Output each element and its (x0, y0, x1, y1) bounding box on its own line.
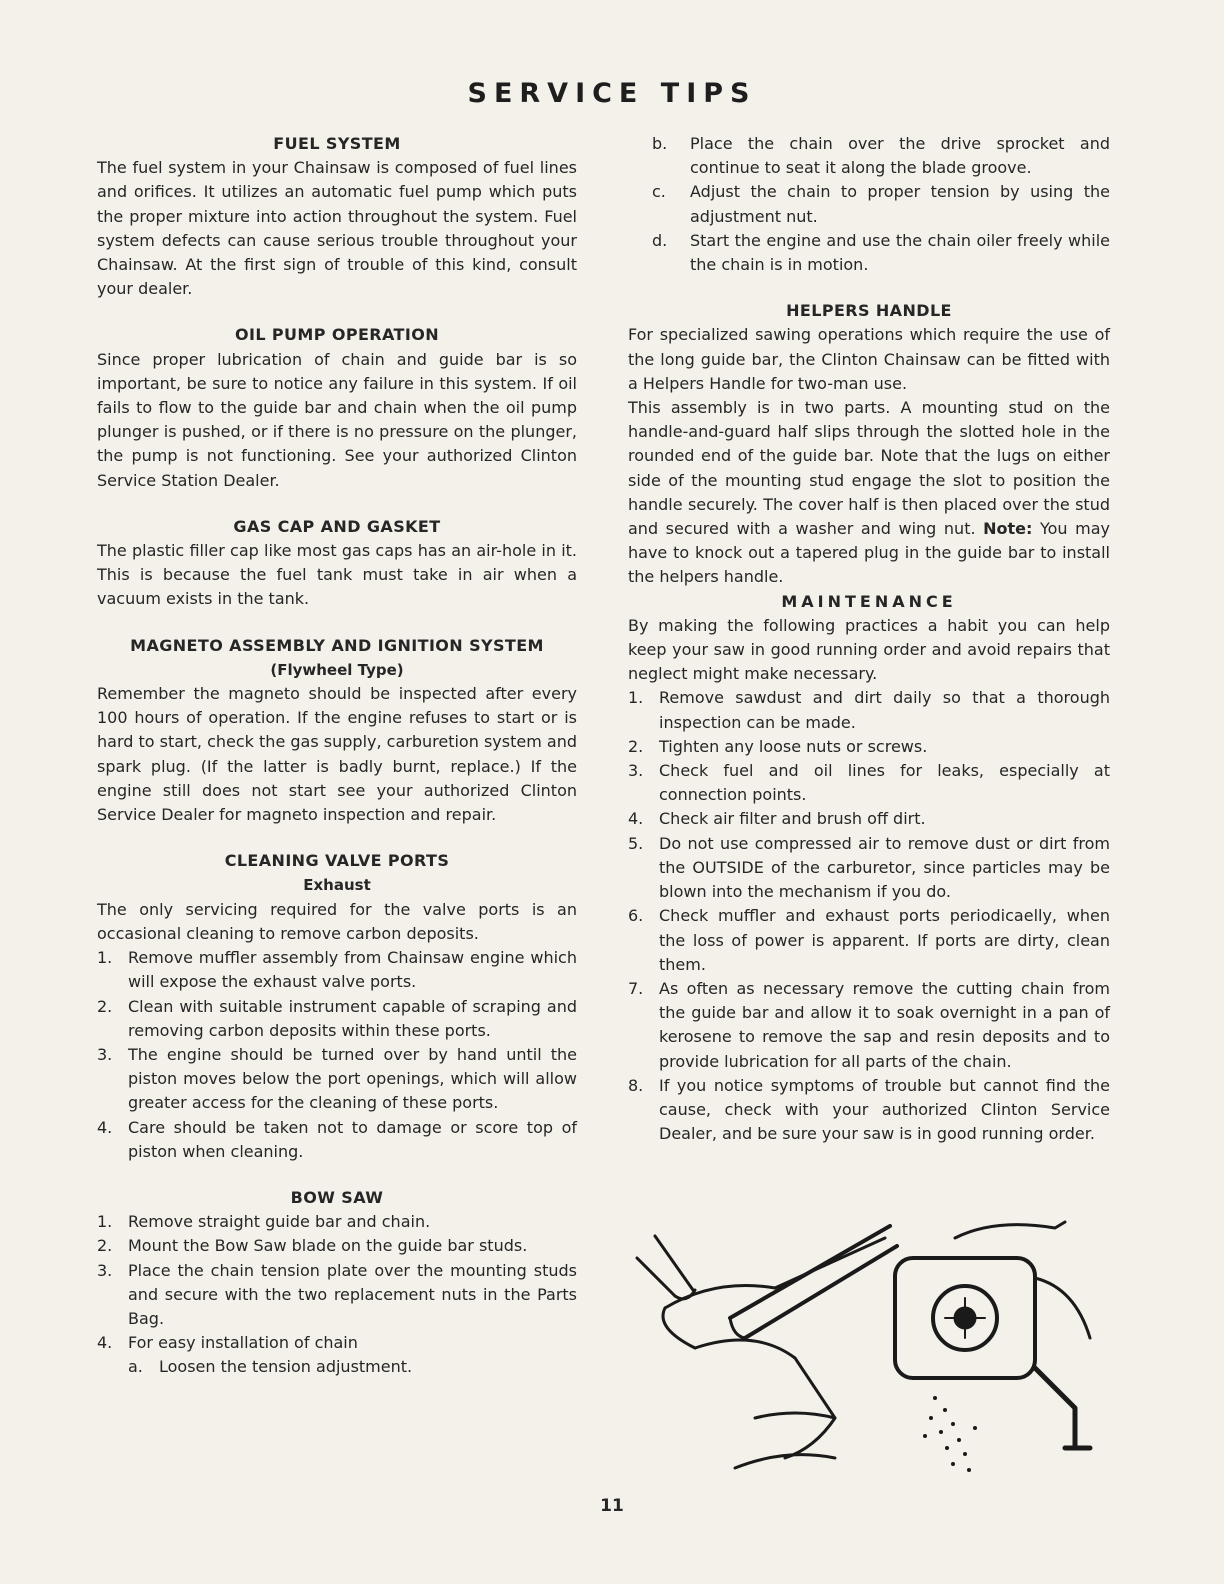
bow-saw-list (97, 1210, 577, 1379)
right-column (628, 132, 1110, 1146)
valve-ports-list (97, 946, 577, 1164)
bow-saw-heading: BOW SAW (290, 1187, 384, 1207)
list-item: 1. Remove sawdust and dirt daily so that a thorough inspection can be made. (628, 688, 1110, 732)
gas-cap-body: The plastic filler cap like most gas caps has an air-hole in it. This is because the fuel tank must take in air when a vacuum exists in the tank. (97, 541, 577, 609)
oil-pump-body: Since proper lubrication of chain and guide bar is so important, be sure to notice any failure in this system. If oil fails to flow to the guide bar and chain when the oil pump plunger is pushed, or if there is no pressure on the plunger, the pump is not functioning. See your authorized Clinton Service Station Dealer. (97, 349, 577, 490)
list-item: 6. Check muffler and exhaust ports periodicaelly, when the loss of power is apparent. If ports are dirty, clean them. (628, 906, 1110, 974)
page-title: SERVICE TIPS (467, 78, 757, 109)
list-item: d. Start the engine and use the chain oiler freely while the chain is in motion. (652, 230, 1110, 275)
magneto-heading: MAGNETO ASSEMBLY AND IGNITION SYSTEM (130, 635, 544, 655)
list-item: 4. For easy installation of chain (97, 1333, 358, 1353)
maintenance-heading: MAINTENANCE (781, 591, 957, 611)
list-item: 3. Place the chain tension plate over the mounting studs and secure with the two replacement nuts in the Parts Bag. (97, 1260, 577, 1328)
valve-ports-intro: The only servicing required for the valve ports is an occasional cleaning to remove carbon deposits. (97, 899, 577, 943)
list-item: 5. Do not use compressed air to remove dust or dirt from the OUTSIDE of the carburetor, since particles may be blown into the mechanism if you do. (628, 833, 1110, 902)
valve-ports-subheading: Exhaust (303, 876, 371, 895)
fuel-system-body: The fuel system in your Chainsaw is composed of fuel lines and orifices. It utilizes an automatic fuel pump which puts the proper mixture into action throughout the system. Fuel system defects can cause serious trouble throughout your Chainsaw. At the first sign of trouble of this kind, consult your dealer. (97, 158, 577, 299)
list-item: 2. Mount the Bow Saw blade on the guide bar studs. (97, 1236, 528, 1256)
list-item: 4. Care should be taken not to damage or score top of piston when cleaning. (97, 1117, 577, 1161)
list-item: b. Place the chain over the drive sprocket and continue to seat it along the blade groove. (652, 134, 1110, 178)
log-outline (695, 1340, 835, 1458)
note-label: Note: (983, 519, 1033, 539)
valve-ports-heading: CLEANING VALVE PORTS (224, 851, 450, 871)
page-number: 11 (600, 1496, 624, 1516)
left-column (97, 132, 577, 1380)
magneto-body: Remember the magneto should be inspected after every 100 hours of operation. If the engine refuses to start or is hard to start, check the gas supply, carburetion system and spark plug. (If the latter is badly burnt, replace.) If the engine still does not start see your authorized Clinton Service Dealer for magneto inspection and repair. (97, 684, 577, 825)
list-item: 2. Clean with suitable instrument capable of scraping and removing carbon deposits within these ports. (97, 996, 577, 1040)
top-handle (955, 1222, 1065, 1238)
guide-bar (730, 1226, 890, 1318)
list-item: 1. Remove muffler assembly from Chainsaw engine which will expose the exhaust valve ports. (97, 948, 577, 992)
helpers-handle-p1: For specialized sawing operations which require the use of the long guide bar, the Clinton Chainsaw can be fitted with a Helpers Handle for two-man use. (628, 325, 1110, 393)
helpers-handle-heading: HELPERS HANDLE (786, 301, 952, 321)
list-item: 7. As often as necessary remove the cutting chain from the guide bar and allow it to soak overnight in a pan of kerosene to remove the sap and resin deposits and to provide lubrication for all parts of the chain. (628, 978, 1110, 1071)
arm-line (637, 1258, 675, 1296)
list-item: 2. Tighten any loose nuts or screws. (628, 736, 928, 756)
note-text: You may have to knock out a tapered plug in the guide bar to install the helpers handle. (628, 519, 1110, 587)
chainsaw-illustration (635, 1218, 1095, 1480)
guide-bar (745, 1246, 897, 1338)
bow-saw-continued-list (628, 132, 1110, 277)
list-item: 8. If you notice symptoms of trouble but cannot find the cause, check with your authorized Clinton Service Dealer, and be sure your saw is in good running order. (628, 1075, 1110, 1144)
list-item: 4. Check air filter and brush off dirt. (628, 809, 926, 829)
magneto-subheading: (Flywheel Type) (270, 660, 404, 679)
list-item: 1. Remove straight guide bar and chain. (97, 1212, 431, 1232)
list-item: c. Adjust the chain to proper tension by using the adjustment nut. (652, 182, 1110, 226)
fuel-system-heading: FUEL SYSTEM (273, 134, 401, 153)
list-item: a. Loosen the tension adjustment. (128, 1357, 413, 1377)
list-item: 3. Check fuel and oil lines for leaks, especially at connection points. (628, 761, 1110, 805)
list-item: 3. The engine should be turned over by hand until the piston moves below the port openings, which will allow greater access for the cleaning of these ports. (97, 1044, 577, 1113)
helpers-handle-p2: This assembly is in two parts. A mounting stud on the handle-and-guard half slips through the slotted hole in the rounded end of the guide bar. Note that the lugs on either side of the mounting stud engage the slot to position the handle securely. The cover half is then placed over the stud and secured with a washer and wing nut. Note: You may have to knock out a tapered plug in the guide bar to install the helpers handle. (628, 398, 1110, 587)
oil-pump-heading: OIL PUMP OPERATION (234, 325, 440, 345)
maintenance-list (628, 686, 1110, 1146)
maintenance-intro: By making the following practices a habit you can help keep your saw in good running order and avoid repairs that neglect might make necessary. (628, 615, 1110, 684)
gas-cap-heading: GAS CAP AND GASKET (233, 516, 441, 536)
